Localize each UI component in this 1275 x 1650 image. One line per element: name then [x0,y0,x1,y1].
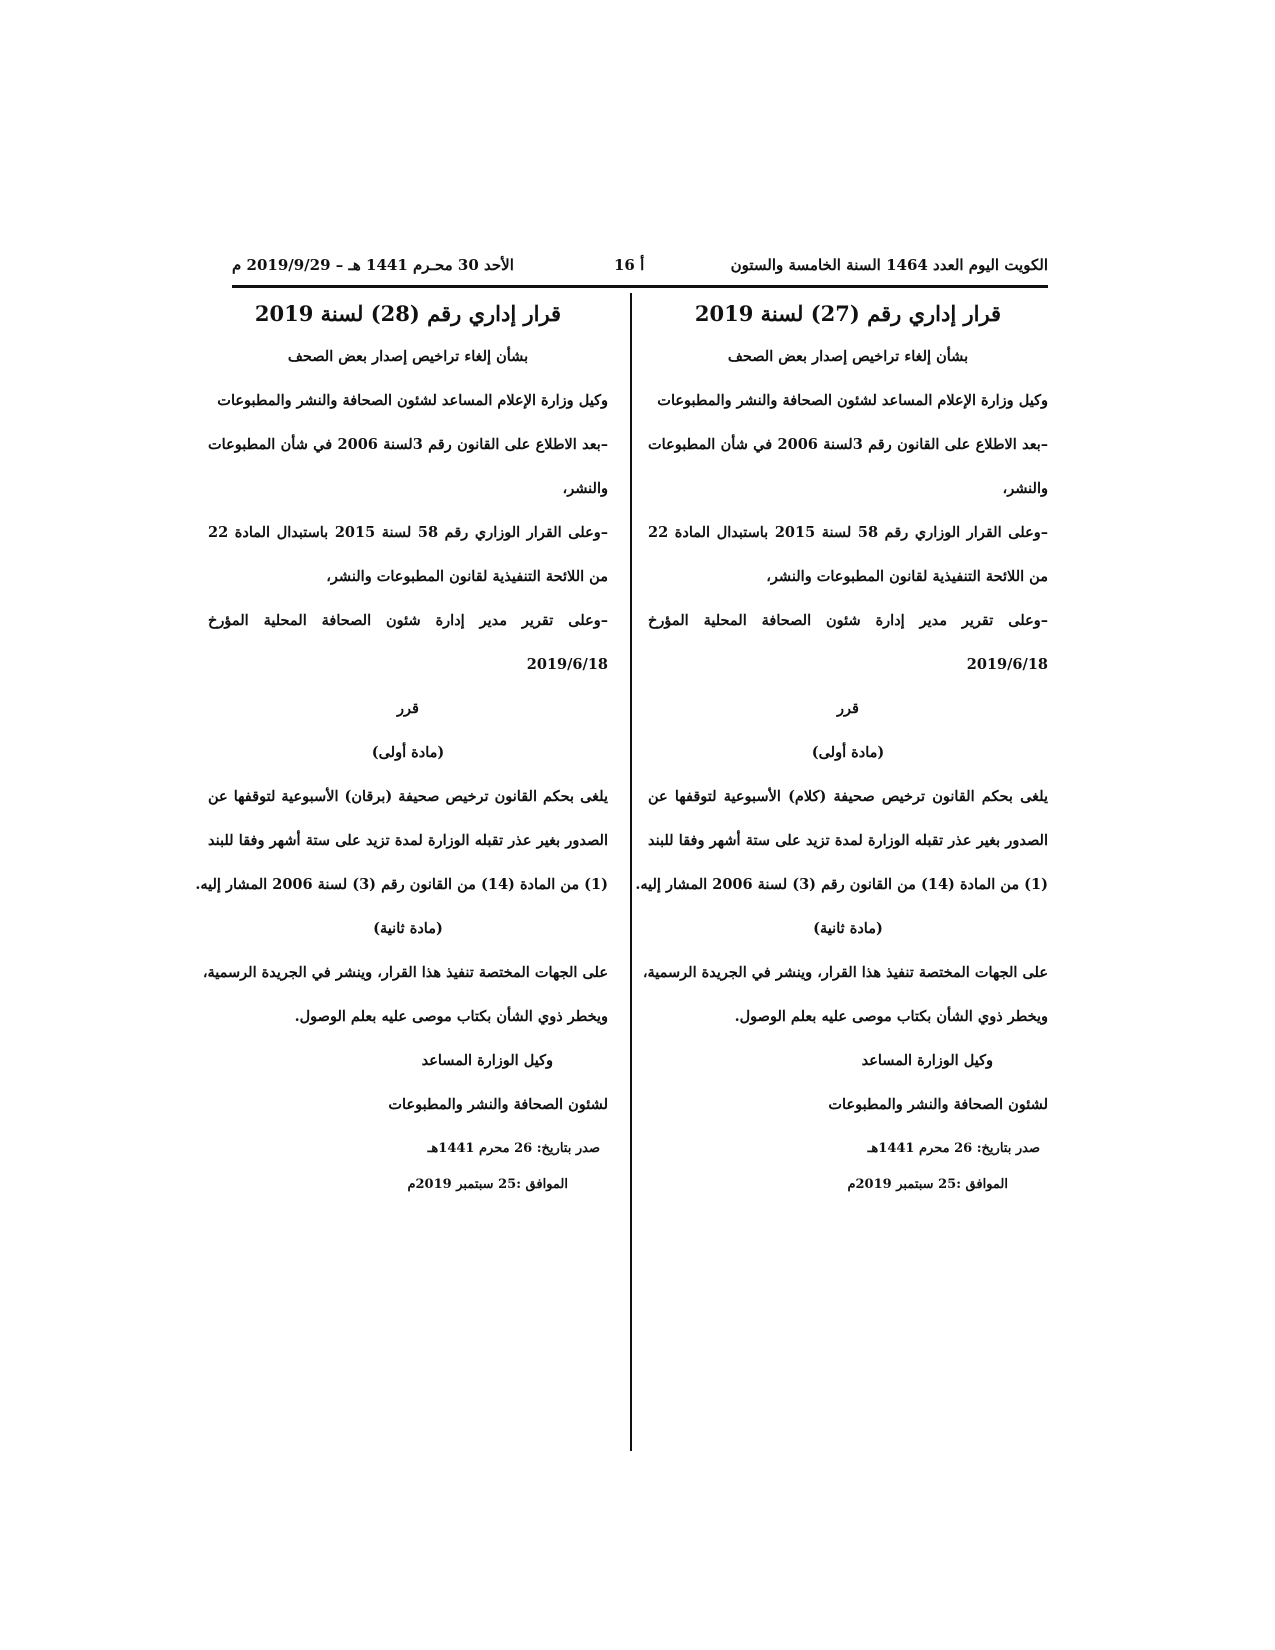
article-2-heading: (مادة ثانية) [373,920,443,937]
article-1-line-1: يلغى بحكم القانون ترخيص صحيفة (كلام) الأسبوعية لتوقفها عن [648,788,1048,805]
header-date: الأحد 30 محـرم 1441 هـ – 2019/9/29 م [232,256,514,274]
preamble-2-line-2: من اللائحة التنفيذية لقانون المطبوعات والنشر، [766,568,1048,585]
article-1-heading: (مادة أولى) [371,744,445,761]
header-page-number: أ 16 [614,256,645,274]
signature-title: وكيل الوزارة المساعد [421,1052,553,1069]
article-2-heading: (مادة ثانية) [813,920,883,937]
preamble-1-line-2: والنشر، [562,480,608,497]
preamble-3-line-1: –وعلى تقرير مدير إدارة شئون الصحافة المحلية المؤرخ [648,612,1048,629]
preamble-2-line-2: من اللائحة التنفيذية لقانون المطبوعات والنشر، [326,568,608,585]
article-2-line-2: ويخطر ذوي الشأن بكتاب موصى عليه بعلم الوصول. [294,1008,608,1025]
preamble-2-line-1: –وعلى القرار الوزاري رقم 58 لسنة 2015 باستبدال المادة 22 [648,524,1048,541]
signature-title: وكيل الوزارة المساعد [861,1052,993,1069]
decision-issuer: وكيل وزارة الإعلام المساعد لشئون الصحافة والنشر والمطبوعات [217,392,608,409]
running-header [232,256,1048,282]
decision-subject: بشأن إلغاء تراخيص إصدار بعض الصحف [287,348,529,365]
preamble-3-line-1: –وعلى تقرير مدير إدارة شئون الصحافة المحلية المؤرخ [208,612,608,629]
corresponding-date: الموافق :25 سبتمبر 2019م [847,1177,1008,1192]
decision-subject: بشأن إلغاء تراخيص إصدار بعض الصحف [727,348,969,365]
decision-issuer: وكيل وزارة الإعلام المساعد لشئون الصحافة والنشر والمطبوعات [657,392,1048,409]
preamble-3-line-2: 2019/6/18 [526,656,608,673]
signature-department: لشئون الصحافة والنشر والمطبوعات [828,1096,1048,1113]
article-1-heading: (مادة أولى) [811,744,885,761]
preamble-1-line-1: –بعد الاطلاع على القانون رقم 3لسنة 2006 في شأن المطبوعات [648,436,1048,453]
header-issue-info: الكويت اليوم العدد 1464 السنة الخامسة والستون [730,256,1048,274]
decision-27-column [635,293,1048,1203]
corresponding-date: الموافق :25 سبتمبر 2019م [407,1177,568,1192]
header-rule [232,285,1048,288]
signature-department: لشئون الصحافة والنشر والمطبوعات [388,1096,608,1113]
decision-28-column [195,293,608,1203]
article-1-line-2: الصدور بغير عذر تقبله الوزارة لمدة تزيد على ستة أشهر وفقا للبند [208,832,608,849]
column-divider [630,293,632,1451]
article-1-line-2: الصدور بغير عذر تقبله الوزارة لمدة تزيد على ستة أشهر وفقا للبند [648,832,1048,849]
decided-heading: قرر [837,700,859,717]
decision-title: قرار إداري رقم (27) لسنة 2019 [694,301,1002,326]
article-1-line-3: (1) من المادة (14) من القانون رقم (3) لسنة 2006 المشار إليه. [635,876,1048,893]
article-1-line-1: يلغى بحكم القانون ترخيص صحيفة (برقان) الأسبوعية لتوقفها عن [208,788,608,805]
decided-heading: قرر [397,700,419,717]
issued-date: صدر بتاريخ: 26 محرم 1441هـ [867,1141,1040,1156]
preamble-3-line-2: 2019/6/18 [966,656,1048,673]
issued-date: صدر بتاريخ: 26 محرم 1441هـ [427,1141,600,1156]
article-2-line-1: على الجهات المختصة تنفيذ هذا القرار، وينشر في الجريدة الرسمية، [202,964,608,981]
decision-title: قرار إداري رقم (28) لسنة 2019 [254,301,562,326]
article-1-line-3: (1) من المادة (14) من القانون رقم (3) لسنة 2006 المشار إليه. [195,876,608,893]
article-2-line-1: على الجهات المختصة تنفيذ هذا القرار، وينشر في الجريدة الرسمية، [642,964,1048,981]
preamble-2-line-1: –وعلى القرار الوزاري رقم 58 لسنة 2015 باستبدال المادة 22 [208,524,608,541]
article-2-line-2: ويخطر ذوي الشأن بكتاب موصى عليه بعلم الوصول. [734,1008,1048,1025]
preamble-1-line-1: –بعد الاطلاع على القانون رقم 3لسنة 2006 في شأن المطبوعات [208,436,608,453]
preamble-1-line-2: والنشر، [1002,480,1048,497]
